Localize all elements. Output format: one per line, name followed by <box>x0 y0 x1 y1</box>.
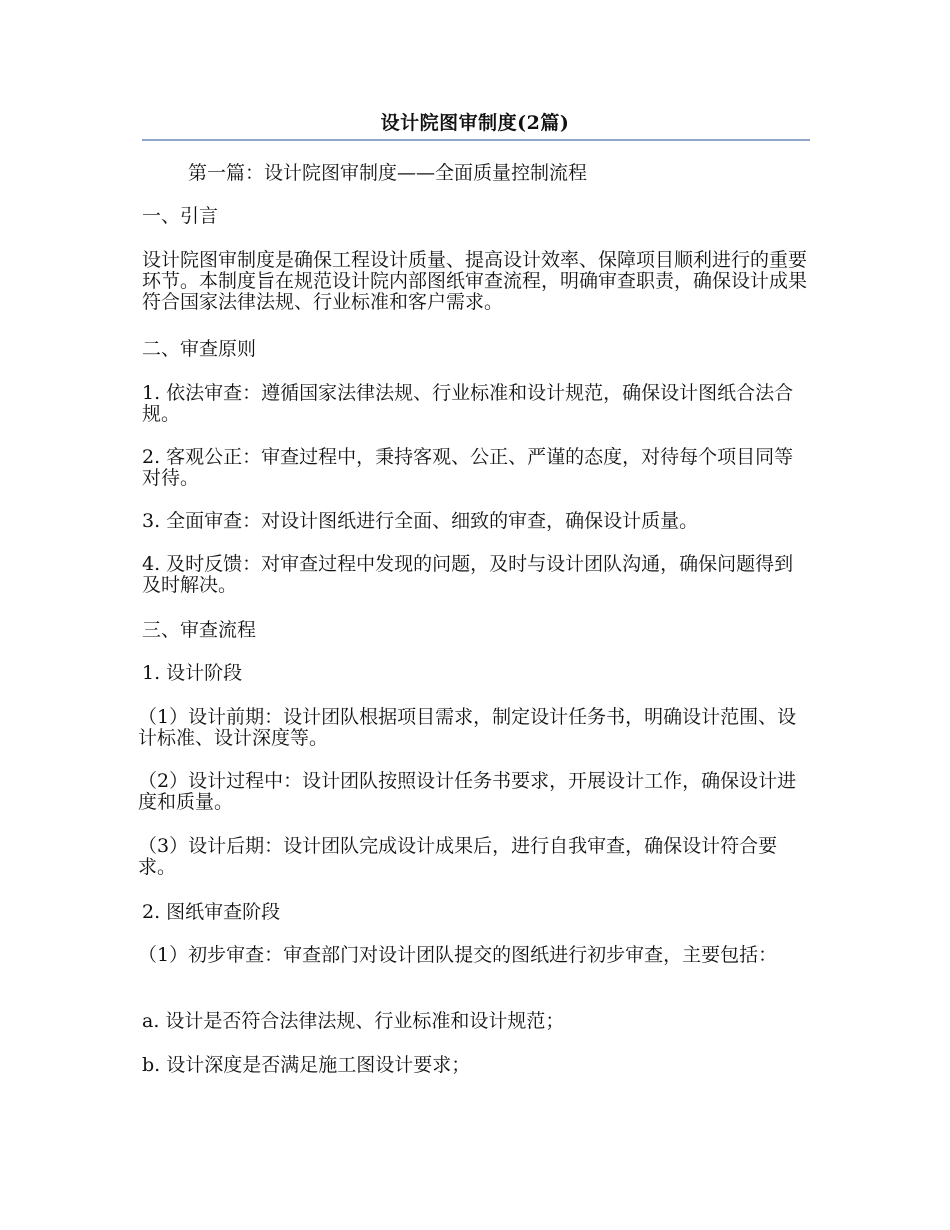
principle-item: 3. 全面审查：对设计图纸进行全面、细致的审查，确保设计质量。 <box>142 510 699 532</box>
heading-principles: 二、审查原则 <box>142 338 257 360</box>
review-subitem: a. 设计是否符合法律法规、行业标准和设计规范； <box>142 1010 565 1032</box>
review-subitem: b. 设计深度是否满足施工图设计要求； <box>142 1054 471 1076</box>
paragraph-introduction: 设计院图审制度是确保工程设计质量、提高设计效率、保障项目顺利进行的重要环节。本制度旨在规范设计院内部图纸审查流程，明确审查职责，确保设计成果符合国家法律法规、行业标准和客户需求。 <box>142 249 808 313</box>
review-item: （1）初步审查：审查部门对设计团队提交的图纸进行初步审查，主要包括： <box>138 944 778 966</box>
subheading-review-stage: 2. 图纸审查阶段 <box>142 901 281 923</box>
process-item: （2）设计过程中：设计团队按照设计任务书要求，开展设计工作，确保设计进度和质量。 <box>138 770 797 813</box>
heading-process: 三、审查流程 <box>142 619 257 641</box>
process-item: （1）设计前期：设计团队根据项目需求，制定设计任务书，明确设计范围、设计标准、设计深度等。 <box>138 706 797 749</box>
heading-introduction: 一、引言 <box>142 205 219 227</box>
principle-item: 1. 依法审查：遵循国家法律法规、行业标准和设计规范，确保设计图纸合法合规。 <box>142 382 794 425</box>
process-item: （3）设计后期：设计团队完成设计成果后，进行自我审查，确保设计符合要求。 <box>138 835 778 878</box>
section-subtitle: 第一篇：设计院图审制度——全面质量控制流程 <box>188 162 588 184</box>
subheading-design-stage: 1. 设计阶段 <box>142 662 243 684</box>
document-title: 设计院图审制度(2篇) <box>380 112 570 134</box>
principle-item: 2. 客观公正：审查过程中，秉持客观、公正、严谨的态度，对待每个项目同等对待。 <box>142 446 794 489</box>
principle-item: 4. 及时反馈：对审查过程中发现的问题，及时与设计团队沟通，确保问题得到及时解决。 <box>142 553 794 596</box>
title-underline <box>142 139 810 141</box>
